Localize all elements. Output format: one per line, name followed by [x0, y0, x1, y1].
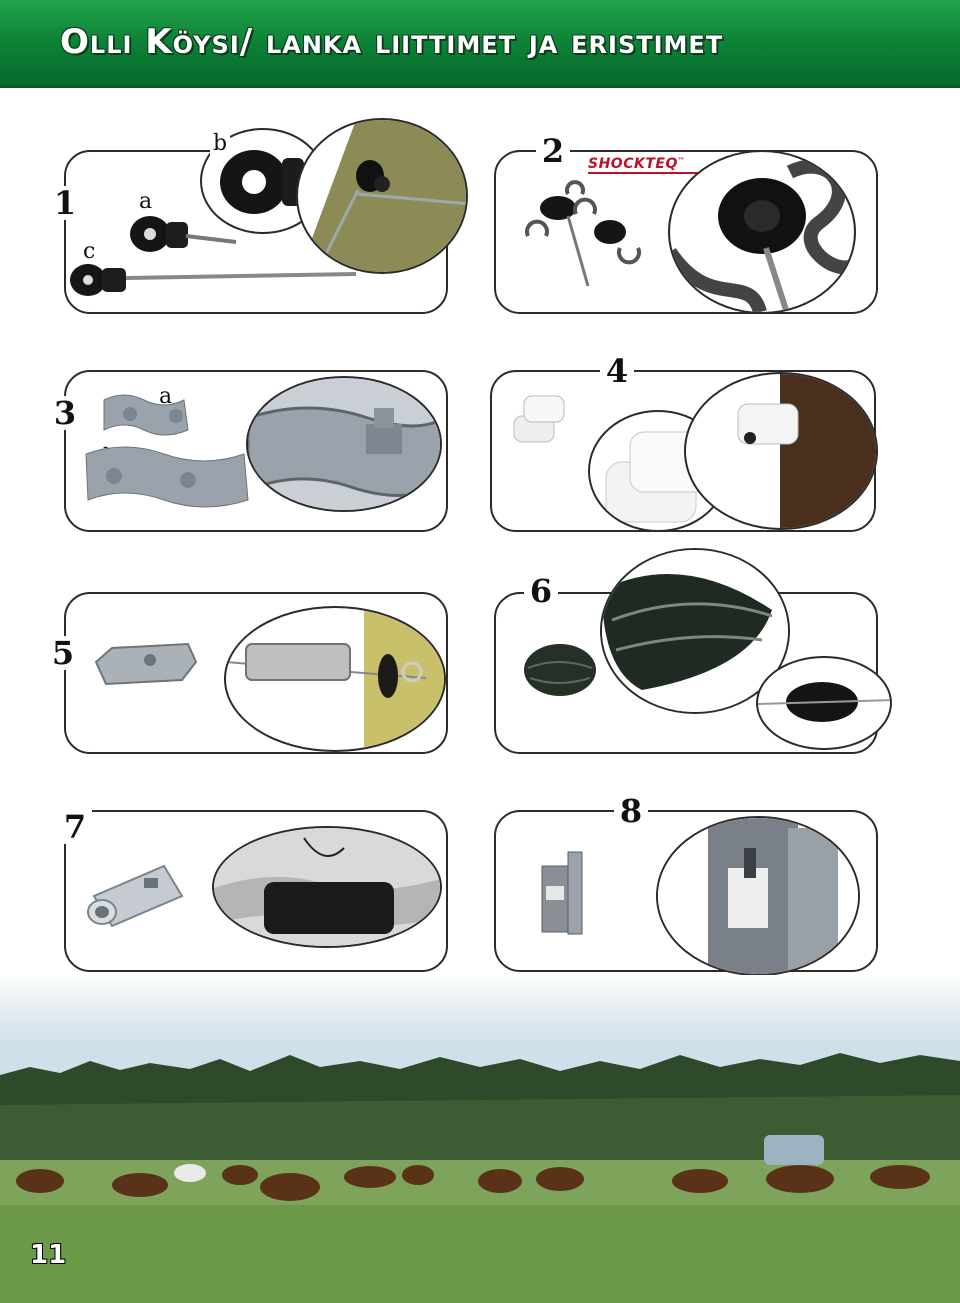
detail-circle-2 [668, 150, 856, 314]
crimp-sleeve-image [84, 860, 194, 930]
header-banner [0, 0, 960, 88]
panel-number-6: 6 [524, 574, 558, 608]
detail-circle-6b [756, 656, 892, 750]
label-3a: a [156, 385, 175, 409]
label-c: c [80, 240, 98, 264]
panel-number-4: 4 [600, 354, 634, 388]
egg-insulator-on-wire-image [758, 658, 892, 750]
detail-circle-3 [246, 376, 442, 512]
wire-tensioner-image [92, 636, 202, 696]
tensioner-mounted-image [226, 608, 446, 752]
detail-circle-4b [684, 372, 878, 530]
pasture-scene-image [0, 975, 960, 1303]
panel-number-1: 1 [48, 186, 82, 220]
wire-clamp-closeup-image [248, 378, 442, 512]
panel-number-3: 3 [48, 396, 82, 430]
insulator-on-wooden-post-image [686, 374, 878, 530]
wire-clamp-image [84, 390, 254, 510]
brand-name: SHOCKTEQ [588, 156, 678, 172]
detail-circle-7 [212, 826, 442, 948]
ring-insulators-image [66, 210, 446, 290]
trademark-mark: ™ [677, 156, 686, 165]
label-b: b [210, 132, 230, 156]
panel-number-2: 2 [536, 134, 570, 168]
screw-hook-insulators-image [512, 186, 672, 296]
page-title: Olli Köysi/ lanka liittimet ja eristimet [60, 22, 724, 62]
panel-number-5: 5 [46, 636, 80, 670]
label-a: a [136, 190, 155, 214]
rope-joint-closeup-image [214, 828, 442, 948]
panel-number-8: 8 [614, 794, 648, 828]
grey-insulator-closeup-image [658, 818, 860, 976]
detail-circle-5 [224, 606, 446, 752]
white-insulator-image [510, 390, 580, 450]
hook-insulator-closeup-image [670, 152, 856, 314]
page-number: 11 [30, 1240, 67, 1270]
egg-insulator-image [518, 638, 608, 708]
horse-pasture-photo [0, 975, 960, 1303]
grey-insulator-image [538, 850, 598, 940]
detail-circle-8 [656, 816, 860, 976]
panel-number-7: 7 [58, 810, 92, 844]
